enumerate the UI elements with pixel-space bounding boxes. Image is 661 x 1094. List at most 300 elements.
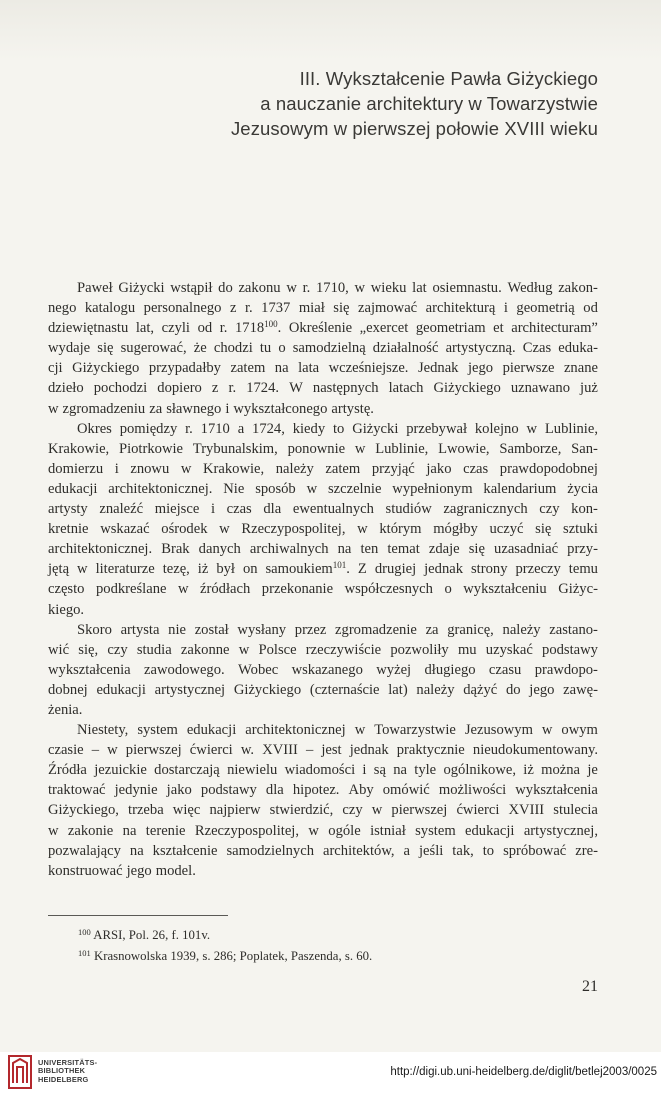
word: San- [571, 440, 598, 457]
word: wyżej [376, 661, 412, 678]
word: r. [185, 420, 193, 437]
word: – [305, 742, 314, 759]
word: iż [197, 561, 209, 578]
word: w [238, 641, 250, 658]
footnotes [78, 925, 372, 967]
word: w [357, 521, 368, 538]
word: Według [507, 280, 553, 296]
word: omówić [382, 782, 430, 799]
word: Giżyckiego [433, 380, 501, 397]
word: należy [502, 621, 541, 638]
word: XVIII [508, 802, 545, 819]
word: Źródła [48, 762, 87, 779]
university-library-logo-icon [8, 1055, 32, 1089]
word: w [354, 722, 366, 739]
word: ogóle [328, 822, 361, 839]
word: lat, [135, 320, 155, 337]
word: należy [416, 681, 455, 698]
word: temat [387, 541, 420, 558]
word: architektonicznej. [48, 541, 153, 558]
word: i [503, 300, 508, 317]
word: zawodowego. [144, 661, 225, 678]
word: na [129, 842, 144, 859]
word: edukacji [465, 822, 515, 839]
word: miejsce [154, 501, 200, 518]
word: iż [523, 762, 534, 779]
word: istniał [370, 822, 406, 839]
word: uznawano [510, 380, 570, 397]
word: Rzeczypospolitej, [241, 521, 346, 538]
word: 1724, [252, 420, 285, 437]
word: stulecia [553, 802, 598, 819]
word: się [333, 300, 350, 317]
word: czy [539, 501, 560, 518]
word: jako [166, 782, 192, 799]
word: sugerować, [120, 340, 187, 357]
word: Okres [77, 420, 112, 437]
word: wić [48, 641, 70, 658]
text-line [48, 841, 598, 861]
word: dla [263, 501, 282, 518]
text-line [48, 459, 598, 479]
word: r. [302, 280, 311, 296]
chapter-title-line: Jezusowym w pierwszej połowie XVIII wieku [230, 118, 598, 139]
word: artystycznej, [523, 822, 598, 839]
word: „exercet [359, 320, 409, 337]
text-line [48, 278, 598, 298]
word: najpierw [209, 802, 261, 819]
library-name [38, 1059, 97, 1084]
word: drugiej [374, 561, 417, 578]
word: czyli [161, 320, 190, 337]
word: architektów, [322, 842, 395, 859]
word: na [122, 822, 137, 839]
word: czasu [488, 661, 522, 678]
word: Giżyckiego [72, 360, 140, 377]
word: i [362, 762, 367, 779]
word: to [482, 842, 495, 859]
footnote-separator [48, 915, 228, 916]
word: o [278, 340, 286, 357]
word: jego [126, 862, 152, 879]
word: w [354, 440, 366, 457]
word: w [526, 420, 538, 437]
word: się [97, 340, 114, 357]
word: 1710, [315, 280, 349, 296]
word: w [48, 822, 59, 839]
word: je [587, 762, 598, 779]
word: ośrodek [161, 521, 208, 538]
word: architektonicznej. [108, 480, 213, 497]
word: kiedy [292, 420, 326, 437]
word: praktycznie [396, 742, 465, 759]
word: z [229, 300, 237, 317]
word: artystycznej [154, 681, 226, 698]
word: został [194, 621, 229, 638]
word: Giżyckiego, [48, 802, 119, 819]
word: Giżyckiego [233, 681, 302, 698]
word: z [211, 380, 219, 397]
word: Trybunalskim, [192, 440, 278, 457]
word: konstruować [48, 862, 123, 879]
word: na [393, 762, 407, 779]
word: sposób [255, 480, 296, 497]
word: 1737 [261, 300, 291, 317]
word: na [337, 541, 352, 558]
chapter-title-line: a nauczanie architektury w Towarzystwie [260, 93, 598, 114]
text-line [48, 780, 598, 800]
word: studiów [385, 501, 432, 518]
word: dostarczają [154, 762, 220, 779]
word: Nie [223, 480, 245, 497]
text-line [48, 499, 598, 519]
word: uczyć [489, 521, 524, 538]
word: podkreślane [95, 581, 167, 598]
word: już [580, 380, 598, 397]
word: jednak [349, 742, 389, 759]
word: Giżycki [118, 280, 165, 296]
word: wskazanego [291, 661, 363, 678]
word: Określenie [288, 320, 353, 337]
word: prawdopo- [534, 661, 598, 678]
word: artystę. [331, 400, 374, 417]
word: stwierdzić, [269, 802, 334, 819]
word: geometriam [415, 320, 486, 337]
word: kalendarium [483, 480, 557, 497]
word: wypełnionym [392, 480, 473, 497]
word: przypadałby [148, 360, 221, 377]
text-line [48, 338, 598, 358]
word: przy- [567, 541, 598, 558]
word: architekturą [425, 300, 496, 317]
word: w [354, 280, 366, 296]
word: ponownie [287, 440, 346, 457]
text-line [48, 399, 598, 419]
word: chodzi [213, 340, 253, 357]
word: Wobec [238, 661, 279, 678]
word: za [425, 621, 439, 638]
word: Giżyc- [558, 581, 598, 598]
word: artystyczną. [445, 340, 516, 357]
word: Z [357, 561, 367, 578]
word: rzeczywiście [305, 641, 382, 658]
word: zastano- [549, 621, 598, 638]
word: źródłach [200, 581, 251, 598]
word: zatem [325, 460, 361, 477]
word: wydaje [48, 340, 91, 357]
word: podstawy [200, 782, 257, 799]
word: w [306, 480, 318, 497]
word: zdaje [428, 541, 460, 558]
footnote-item [78, 946, 372, 967]
text-line [48, 419, 598, 439]
footnote-number: 100 [78, 927, 91, 937]
word: 1724. [246, 380, 280, 397]
word: czas [226, 501, 252, 518]
word: lat [412, 280, 427, 296]
text-line [48, 740, 598, 760]
word: dla [265, 782, 284, 799]
word: się [535, 521, 552, 538]
word: trzeba [128, 802, 164, 819]
text-line [48, 821, 598, 841]
word: (czternaście [309, 681, 380, 698]
word: samoukiem$^{101}$. [265, 560, 350, 578]
word: często [48, 581, 85, 598]
word: – [91, 742, 100, 759]
text-line [48, 680, 598, 700]
word: wykształceniu [463, 581, 547, 598]
word: dążyć [463, 681, 498, 698]
text-line [48, 620, 598, 640]
word: artysty [48, 501, 88, 518]
word: kolejno [474, 420, 519, 437]
word: czy [342, 802, 363, 819]
library-name-line: UNIVERSITÄTS- [38, 1058, 98, 1067]
footnote-number: 101 [78, 948, 91, 958]
word: działalność [372, 340, 439, 357]
word: Samborze, [499, 440, 562, 457]
word: Lwowie, [438, 440, 490, 457]
word: cji [48, 360, 63, 377]
word: dziewiętnastu [48, 320, 129, 337]
word: jako [426, 460, 452, 477]
word: wiadomości [284, 762, 356, 779]
word: są [373, 762, 386, 779]
text-line [48, 479, 598, 499]
word: model. [155, 862, 196, 879]
word: lata [298, 360, 320, 377]
text-line [48, 700, 598, 720]
word: kształcenie [152, 842, 218, 859]
word: temu [568, 561, 598, 578]
word: jednak [424, 561, 464, 578]
word: tak, [452, 842, 474, 859]
word: Skoro [77, 621, 112, 638]
word: niewielu [227, 762, 278, 779]
text-line [48, 660, 598, 680]
word: dobnej [48, 681, 88, 698]
word: granicę, [447, 621, 494, 638]
word: literaturze [95, 561, 155, 578]
word: terenie [145, 822, 186, 839]
word: architektonicznej [245, 722, 346, 739]
word: w [180, 460, 192, 477]
word: jeśli [418, 842, 444, 859]
word: tyle [414, 762, 437, 779]
word: studia [136, 641, 172, 658]
word: 1710 [200, 420, 230, 437]
word: do [505, 681, 521, 698]
word: żenia. [48, 701, 83, 718]
word: wieku [370, 280, 407, 296]
word: wykształcenia [515, 782, 598, 799]
footnote-reference[interactable]: 100 [264, 319, 278, 330]
word: od [197, 320, 213, 337]
word: et [493, 320, 504, 337]
text-line [48, 861, 598, 881]
word: to [332, 420, 345, 437]
word: na [274, 360, 289, 377]
word: i [210, 501, 215, 518]
word: długiego [424, 661, 476, 678]
chapter-title-line: III. Wykształcenie Pawła Giżyckiego [299, 68, 598, 89]
word: ten [360, 541, 379, 558]
word: zawę- [563, 681, 598, 698]
page-number: 21 [582, 978, 598, 995]
word: personalnego [143, 300, 222, 317]
word: w [107, 742, 118, 759]
word: Paweł [77, 280, 113, 296]
word: którym [379, 521, 422, 538]
word: przyjąć [371, 460, 415, 477]
word: a [403, 842, 411, 859]
word: w [77, 561, 88, 578]
word: szczelnie [327, 480, 382, 497]
word: ewentualnych [292, 501, 374, 518]
word: był [216, 561, 235, 578]
word: jezuickie [94, 762, 147, 779]
word: można [541, 762, 581, 779]
word: samodzielną [292, 340, 366, 357]
word: Krakowie, [48, 440, 110, 457]
word: pozwoliły [390, 641, 449, 658]
word: Brak [161, 541, 190, 558]
word: kiego. [48, 601, 85, 618]
word: W [289, 380, 303, 397]
word: jest [321, 742, 342, 759]
word: Niestety, [77, 722, 129, 739]
word: pozwalający [48, 842, 121, 859]
word: wcześniejsze. [328, 360, 409, 377]
word: w [219, 521, 230, 538]
word: r. [219, 320, 228, 337]
word: nie [168, 621, 186, 638]
text-line [48, 640, 598, 660]
text-line [48, 559, 598, 579]
word: on [242, 561, 258, 578]
word: przebywał [406, 420, 468, 437]
word: życia [567, 480, 598, 497]
text-line [48, 800, 598, 820]
word: możliwości [438, 782, 507, 799]
word: w [308, 822, 319, 839]
word: w. [240, 742, 255, 759]
word: Jezusowym [464, 722, 533, 739]
word: artysta [120, 621, 160, 638]
word: eduka- [558, 340, 598, 357]
text-line [48, 519, 598, 539]
word: współczesnych [344, 581, 433, 598]
text-line [48, 378, 598, 398]
word: do [218, 280, 233, 296]
body-text [48, 278, 598, 881]
word: czy [107, 641, 128, 658]
word: uzyskać [485, 641, 533, 658]
word: zakonne [180, 641, 230, 658]
chapter-title [200, 66, 598, 141]
word: Jednak [417, 360, 459, 377]
word: zakonie [67, 822, 114, 839]
word: się, [78, 641, 99, 658]
word: zakon- [558, 280, 598, 296]
word: XVIII [262, 742, 298, 759]
word: mu [457, 641, 477, 658]
word: geometrią [516, 300, 575, 317]
footnote-reference[interactable]: 101 [332, 560, 347, 571]
word: jedynie [114, 782, 158, 799]
word: osiemnastu. [432, 280, 502, 296]
word: pierwszej [391, 802, 448, 819]
word: wskazać [100, 521, 150, 538]
word: ćwierci [456, 802, 500, 819]
word: wykształconego [233, 400, 328, 417]
word: a [237, 420, 245, 437]
word: lat) [388, 681, 408, 698]
word: się [468, 541, 485, 558]
word: Piotrkowie [118, 440, 184, 457]
word: czasie [48, 742, 84, 759]
word: miał [298, 300, 325, 317]
word: mógłby [433, 521, 478, 538]
word: zatem [230, 360, 266, 377]
word: zagranicznych [443, 501, 528, 518]
word: katalogu [84, 300, 136, 317]
word: w [371, 802, 383, 819]
word: zgromadzeniu [62, 400, 146, 417]
word: nieudokumentowany. [472, 742, 598, 759]
word: czas [463, 460, 489, 477]
word: uzasadniać [494, 541, 559, 558]
word: sławnego [166, 400, 222, 417]
word: wstąpił [170, 280, 213, 296]
word: i [225, 400, 230, 417]
word: znowu [130, 460, 170, 477]
word: jego [529, 681, 555, 698]
word: wykształcenia [48, 661, 131, 678]
source-url-link[interactable]: http://digi.ub.uni-heidelberg.de/diglit/betlej2003/0025 [390, 1066, 657, 1078]
word: w [48, 400, 59, 417]
text-line [48, 439, 598, 459]
word: system [137, 722, 178, 739]
footnote-item [78, 925, 372, 946]
word: więc [172, 802, 201, 819]
text-line [48, 720, 598, 740]
word: architecturam” [511, 320, 598, 337]
word: domierzu [48, 460, 104, 477]
page-top-shade [0, 0, 661, 60]
word: strony [471, 561, 508, 578]
word: ogólnikowe, [443, 762, 517, 779]
word: latach [388, 380, 424, 397]
word: przez [294, 621, 327, 638]
text-line [48, 358, 598, 378]
footnote-text: Krasnowolska 1939, s. 286; Poplatek, Paszenda, s. 60. [93, 949, 373, 963]
word: w [177, 581, 189, 598]
text-line [48, 579, 598, 599]
word: prawdopodobnej [499, 460, 598, 477]
word: znane [563, 360, 598, 377]
word: i [114, 460, 119, 477]
word: nego [48, 300, 77, 317]
word: r. [228, 380, 237, 397]
word: zakonu [238, 280, 281, 296]
word: owym [561, 722, 598, 739]
word: Lublinie, [375, 440, 429, 457]
text-line [48, 600, 598, 620]
text-line [48, 318, 598, 338]
word: r. [244, 300, 253, 317]
